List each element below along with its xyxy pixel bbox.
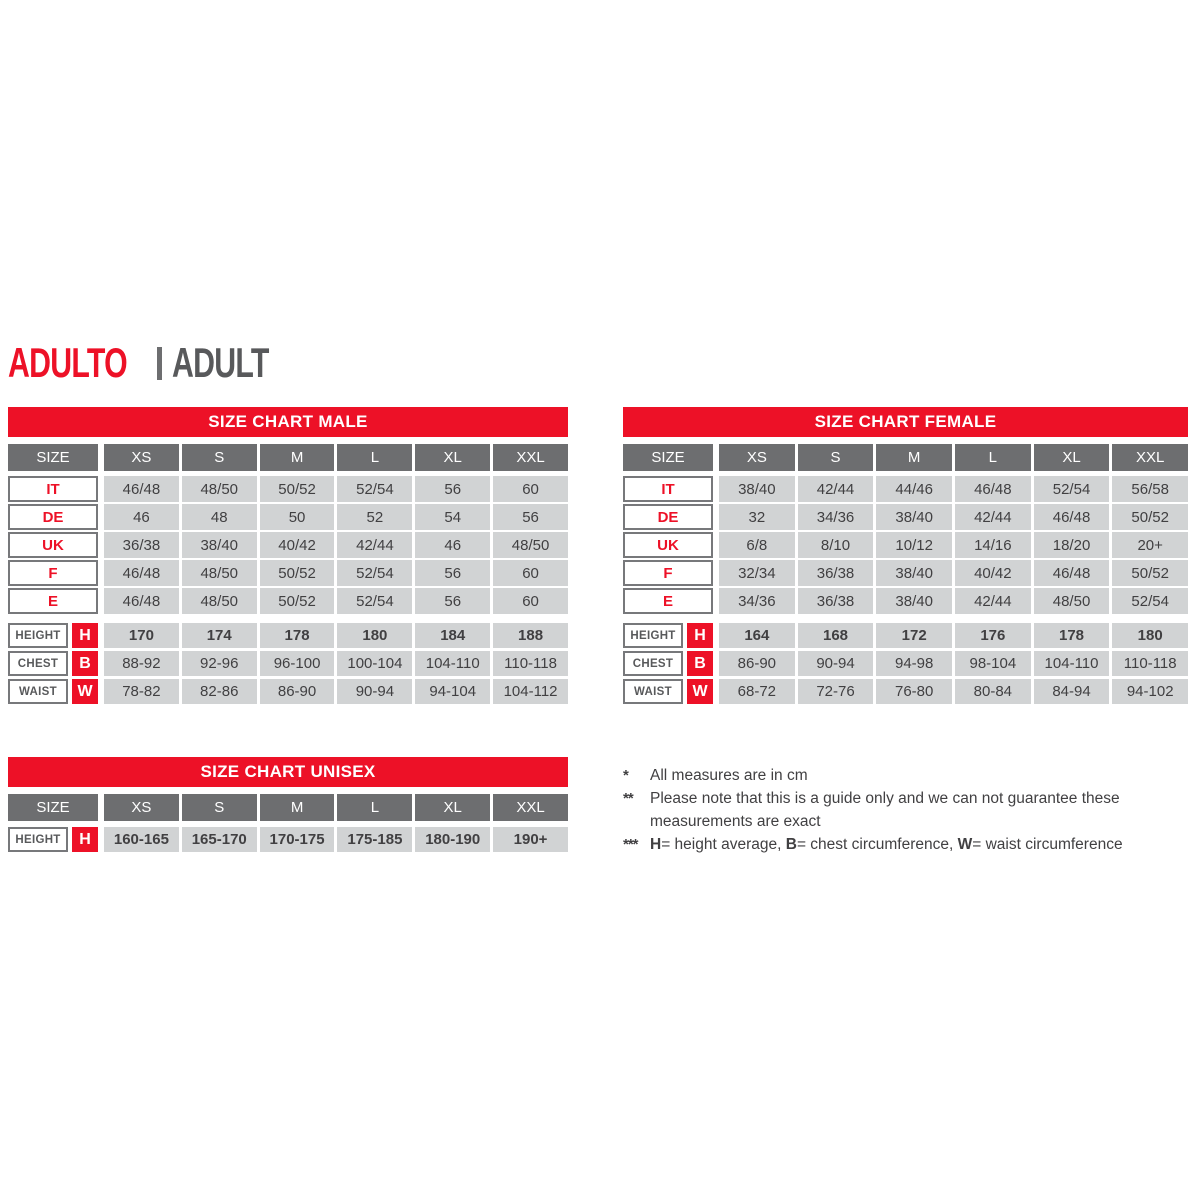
column-header-xxl: XXL [493,444,568,471]
size-header-cell-wrap [8,444,98,471]
size-value-cell: 32 [719,504,795,530]
measure-value-cell: 94-98 [876,651,952,676]
size-value-cell: 32/34 [719,560,795,586]
measure-value-cell: 170 [104,623,179,648]
column-header-m: M [260,444,335,471]
row-label-wrap [8,476,98,502]
footnotes [623,764,1198,856]
measure-rows [8,827,568,852]
table-header-row [8,444,568,471]
measure-label-height: HEIGHT [8,827,68,852]
size-value-cell: 48/50 [182,588,257,614]
size-value-cell: 46/48 [104,588,179,614]
size-value-cell: 50/52 [260,476,335,502]
measure-value-cell: 104-110 [415,651,490,676]
measure-label-wrap [8,827,98,852]
measure-value-cell: 78-82 [104,679,179,704]
measure-value-cell: 84-94 [1034,679,1110,704]
measure-label-height: HEIGHT [8,623,68,648]
size-row-de [623,504,1188,530]
size-value-cell: 52/54 [1034,476,1110,502]
measure-label-waist: WAIST [623,679,683,704]
measure-letter-b: B [687,651,713,676]
measure-value-cell: 178 [1034,623,1110,648]
measure-row-chest [8,651,568,676]
measure-value-cell: 164 [719,623,795,648]
size-value-cell: 44/46 [876,476,952,502]
size-value-cell: 50/52 [260,560,335,586]
measure-value-cell: 190+ [493,827,568,852]
size-value-cell: 42/44 [955,504,1031,530]
measure-value-cell: 68-72 [719,679,795,704]
measure-label-height: HEIGHT [623,623,683,648]
size-value-cell: 46/48 [955,476,1031,502]
size-header-cell-wrap [623,444,713,471]
column-header-l: L [337,444,412,471]
size-header-cell: SIZE [623,444,713,471]
row-label-wrap [8,560,98,586]
measure-value-cell: 188 [493,623,568,648]
measure-value-cell: 160-165 [104,827,179,852]
row-label-wrap [8,532,98,558]
row-label-f: F [623,560,713,586]
size-value-cell: 42/44 [337,532,412,558]
size-row-e [623,588,1188,614]
measure-value-cell: 90-94 [798,651,874,676]
size-value-cell: 56 [415,560,490,586]
column-header-s: S [798,444,874,471]
size-value-cell: 46 [415,532,490,558]
column-header-s: S [182,444,257,471]
footnote-marker: *** [623,836,638,853]
title-separator [157,347,162,380]
column-header-m: M [876,444,952,471]
size-value-cell: 56 [493,504,568,530]
size-value-cell: 38/40 [876,588,952,614]
measure-letter-b: B [72,651,98,676]
measure-value-cell: 98-104 [955,651,1031,676]
column-header-xs: XS [104,794,179,821]
column-header-m: M [260,794,335,821]
size-value-cell: 20+ [1112,532,1188,558]
measure-label-wrap [8,651,98,676]
measure-value-cell: 92-96 [182,651,257,676]
footnote-segment: H [650,836,662,853]
size-value-cell: 50/52 [1112,504,1188,530]
row-label-uk: UK [8,532,98,558]
size-header-cell: SIZE [8,444,98,471]
measure-value-cell: 100-104 [337,651,412,676]
measure-label-wrap [623,651,713,676]
size-value-cell: 54 [415,504,490,530]
measure-value-cell: 110-118 [493,651,568,676]
size-value-cell: 36/38 [798,560,874,586]
size-value-cell: 40/42 [955,560,1031,586]
size-chart-male-table [8,407,568,707]
table-header-row [623,444,1188,471]
size-value-cell: 10/12 [876,532,952,558]
size-value-cell: 60 [493,476,568,502]
measure-row-chest [623,651,1188,676]
measure-label-waist: WAIST [8,679,68,704]
column-header-xl: XL [1034,444,1110,471]
row-label-e: E [8,588,98,614]
measure-value-cell: 168 [798,623,874,648]
measure-value-cell: 170-175 [260,827,335,852]
size-row-it [8,476,568,502]
size-row-uk [8,532,568,558]
size-value-cell: 50/52 [1112,560,1188,586]
size-value-cell: 60 [493,560,568,586]
size-row-uk [623,532,1188,558]
measure-value-cell: 96-100 [260,651,335,676]
column-header-xs: XS [719,444,795,471]
measure-value-cell: 172 [876,623,952,648]
measure-value-cell: 178 [260,623,335,648]
size-value-cell: 50/52 [260,588,335,614]
footnote-2 [623,787,1198,833]
size-value-cell: 38/40 [719,476,795,502]
table-title-banner: SIZE CHART MALE [8,407,568,437]
size-value-cell: 46/48 [104,476,179,502]
measure-letter-w: W [687,679,713,704]
measure-value-cell: 82-86 [182,679,257,704]
row-label-wrap [623,532,713,558]
column-header-l: L [337,794,412,821]
size-value-cell: 56 [415,476,490,502]
page-title [8,339,306,386]
column-header-xl: XL [415,444,490,471]
size-value-cell: 38/40 [876,560,952,586]
size-value-cell: 52/54 [337,476,412,502]
size-value-cell: 36/38 [798,588,874,614]
size-value-cell: 34/36 [798,504,874,530]
measure-label-chest: CHEST [8,651,68,676]
measure-value-cell: 86-90 [719,651,795,676]
table-title-banner: SIZE CHART UNISEX [8,757,568,787]
footnote-segment: Please note that this is a guide only and we can not guarantee these measurements are exact [650,790,1120,830]
measure-row-height [623,623,1188,648]
measure-label-wrap [8,623,98,648]
footnote-segment: = waist circumference [972,836,1123,853]
size-header-cell: SIZE [8,794,98,821]
footnote-segment: All measures are in cm [650,767,808,784]
size-value-cell: 46 [104,504,179,530]
measure-label-chest: CHEST [623,651,683,676]
size-value-cell: 48/50 [493,532,568,558]
size-header-cell-wrap [8,794,98,821]
size-row-f [623,560,1188,586]
footnote-1 [623,764,1198,787]
row-label-it: IT [623,476,713,502]
measure-value-cell: 86-90 [260,679,335,704]
measure-value-cell: 184 [415,623,490,648]
size-value-cell: 46/48 [1034,504,1110,530]
measure-value-cell: 88-92 [104,651,179,676]
row-label-de: DE [623,504,713,530]
footnote-marker: * [623,767,628,784]
size-value-cell: 14/16 [955,532,1031,558]
footnote-segment: = chest circumference, [796,836,958,853]
size-value-cell: 36/38 [104,532,179,558]
size-row-f [8,560,568,586]
footnote-3 [623,833,1198,856]
column-header-xxl: XXL [1112,444,1188,471]
size-value-cell: 48 [182,504,257,530]
size-value-cell: 52/54 [1112,588,1188,614]
size-value-cell: 42/44 [955,588,1031,614]
column-header-xxl: XXL [493,794,568,821]
footnote-segment: = height average, [661,836,786,853]
size-value-cell: 38/40 [182,532,257,558]
size-value-cell: 60 [493,588,568,614]
footnote-text [650,787,1150,833]
size-value-cell: 18/20 [1034,532,1110,558]
footnote-segment: B [785,836,797,853]
measure-value-cell: 180 [1112,623,1188,648]
measure-value-cell: 94-102 [1112,679,1188,704]
measure-rows [8,623,568,704]
column-header-xl: XL [415,794,490,821]
size-value-cell: 52/54 [337,588,412,614]
row-label-wrap [8,504,98,530]
size-value-cell: 42/44 [798,476,874,502]
row-label-e: E [623,588,713,614]
measure-value-cell: 80-84 [955,679,1031,704]
page-title-primary: ADULTO [8,339,127,386]
row-label-uk: UK [623,532,713,558]
size-value-cell: 52 [337,504,412,530]
size-chart-unisex-table [8,757,568,855]
size-value-cell: 56/58 [1112,476,1188,502]
size-value-cell: 50 [260,504,335,530]
row-label-wrap [623,476,713,502]
table-title-banner: SIZE CHART FEMALE [623,407,1188,437]
size-value-cell: 48/50 [182,476,257,502]
measure-letter-h: H [687,623,713,648]
measure-value-cell: 94-104 [415,679,490,704]
size-value-cell: 46/48 [1034,560,1110,586]
footnote-segment: W [957,836,973,853]
row-label-it: IT [8,476,98,502]
size-chart-female-table [623,407,1188,707]
measure-value-cell: 174 [182,623,257,648]
measure-value-cell: 180 [337,623,412,648]
page-title-secondary: ADULT [172,339,269,386]
column-header-xs: XS [104,444,179,471]
measure-row-height [8,827,568,852]
measure-row-waist [8,679,568,704]
size-value-cell: 38/40 [876,504,952,530]
column-header-s: S [182,794,257,821]
size-value-cell: 40/42 [260,532,335,558]
size-row-de [8,504,568,530]
measure-value-cell: 175-185 [337,827,412,852]
size-value-cell: 48/50 [1034,588,1110,614]
measure-value-cell: 90-94 [337,679,412,704]
measure-value-cell: 110-118 [1112,651,1188,676]
measure-value-cell: 72-76 [798,679,874,704]
row-label-de: DE [8,504,98,530]
footnote-marker: ** [623,790,633,807]
column-header-l: L [955,444,1031,471]
measure-value-cell: 165-170 [182,827,257,852]
measure-value-cell: 104-110 [1034,651,1110,676]
measure-label-wrap [623,679,713,704]
measure-letter-h: H [72,623,98,648]
size-value-cell: 34/36 [719,588,795,614]
row-label-wrap [623,504,713,530]
size-value-cell: 52/54 [337,560,412,586]
row-label-wrap [8,588,98,614]
size-value-cell: 48/50 [182,560,257,586]
size-row-e [8,588,568,614]
size-row-it [623,476,1188,502]
row-label-wrap [623,560,713,586]
measure-label-wrap [623,623,713,648]
measure-letter-h: H [72,827,98,852]
measure-value-cell: 104-112 [493,679,568,704]
measure-row-height [8,623,568,648]
measure-value-cell: 176 [955,623,1031,648]
measure-value-cell: 76-80 [876,679,952,704]
row-label-wrap [623,588,713,614]
measure-rows [623,623,1188,704]
size-value-cell: 56 [415,588,490,614]
size-value-cell: 46/48 [104,560,179,586]
footnote-text [650,833,1150,856]
table-header-row [8,794,568,821]
measure-value-cell: 180-190 [415,827,490,852]
measure-label-wrap [8,679,98,704]
size-value-cell: 6/8 [719,532,795,558]
row-label-f: F [8,560,98,586]
size-value-cell: 8/10 [798,532,874,558]
measure-row-waist [623,679,1188,704]
measure-letter-w: W [72,679,98,704]
footnote-text [650,764,1150,787]
